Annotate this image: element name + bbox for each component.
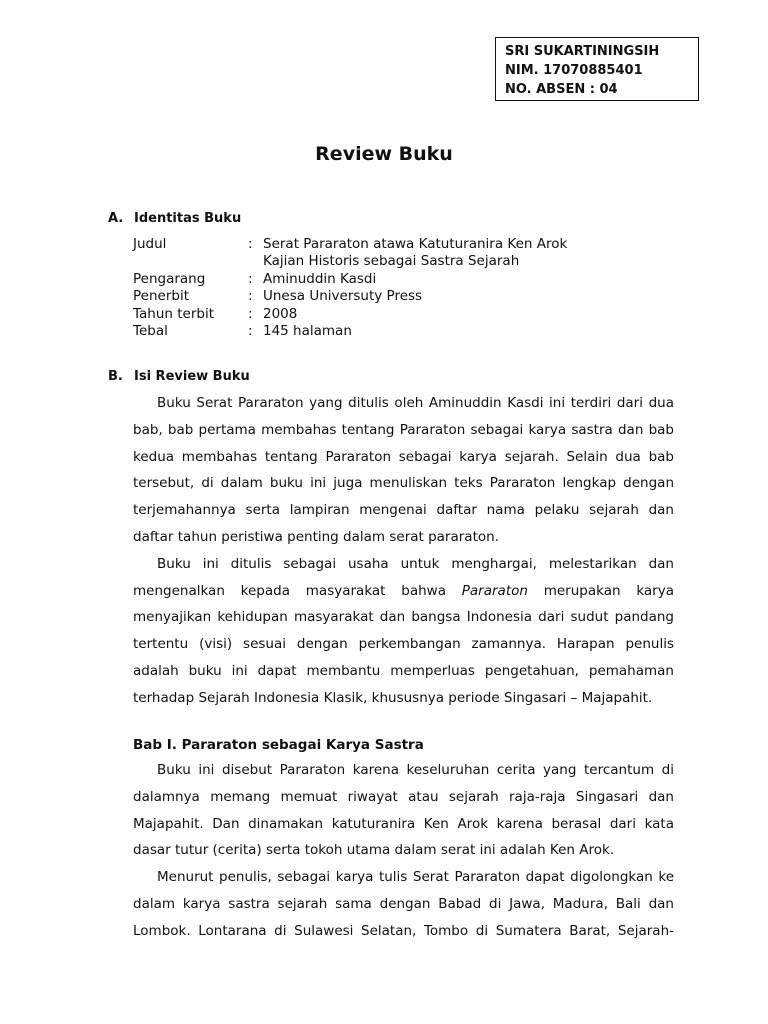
student-absen: NO. ABSEN : 04	[505, 82, 618, 97]
student-name: SRI SUKARTININGSIH	[505, 44, 660, 59]
identity-value: 145 halaman	[263, 323, 352, 340]
identity-label: Tebal	[133, 323, 168, 340]
book-identity-table	[133, 236, 567, 340]
identity-row-tebal	[133, 323, 567, 340]
student-id-box	[495, 37, 699, 101]
identity-colon: :	[248, 236, 253, 252]
identity-row-pengarang	[133, 271, 567, 288]
section-a-letter: A.	[108, 211, 124, 226]
section-a-heading	[108, 210, 241, 228]
identity-value: Aminuddin Kasdi	[263, 270, 377, 287]
section-a-title: Identitas Buku	[134, 211, 242, 226]
page-title: Review Buku	[315, 143, 453, 165]
bab1-body	[133, 757, 674, 945]
identity-label: Penerbit	[133, 288, 189, 305]
identity-colon	[248, 253, 263, 270]
bab1-paragraph-1: Buku ini disebut Pararaton karena keseluruhan cerita yang tercantum di dalamnya memang memuat riwayat atau sejarah raja-raja Singasari dan Majapahit. Dan dinamakan katuturanira Ken Arok karena berasal dari kata dasar tutur (cerita) serta tokoh utama dalam serat ini adalah Ken Arok.	[133, 762, 674, 859]
review-p2-after: merupakan karya menyajikan kehidupan masyarakat dan bangsa Indonesia dari sudut pandang tertentu (visi) sesuai dengan perkembangan zamannya. Harapan penulis adalah buku ini dapat membantu memperluas pengetahuan, pemahaman terhadap Sejarah Indonesia Klasik, khususnya periode Singasari – Majapahit.	[133, 582, 674, 706]
identity-value: Kajian Historis sebagai Sastra Sejarah	[263, 253, 520, 270]
identity-row-judul	[133, 236, 567, 253]
identity-colon: :	[248, 270, 253, 287]
identity-value: Unesa Universuty Press	[263, 288, 423, 305]
identity-value: Serat Pararaton atawa Katuturanira Ken Arok	[263, 236, 568, 252]
bab1-paragraph-2: Menurut penulis, sebagai karya tulis Serat Pararaton dapat digolongkan ke dalam karya sastra sejarah sama dengan Babad di Jawa, Madura, Bali dan Lombok. Lontarana di Sulawesi Selatan, Tombo di Sumatera Barat, Sejarah-	[133, 869, 674, 939]
section-b-title: Isi Review Buku	[134, 369, 250, 384]
identity-row-subtitle	[133, 253, 567, 270]
identity-label: Judul	[133, 236, 167, 252]
review-body	[133, 390, 674, 712]
section-b-letter: B.	[108, 369, 123, 384]
identity-row-tahun	[133, 306, 567, 323]
identity-colon: :	[248, 305, 253, 322]
identity-colon: :	[248, 323, 253, 340]
identity-label: Tahun terbit	[133, 305, 215, 322]
identity-label: Pengarang	[133, 270, 206, 287]
identity-colon: :	[248, 288, 253, 305]
review-paragraph-2	[133, 551, 674, 712]
student-nim: NIM. 17070885401	[505, 63, 643, 78]
identity-value: 2008	[263, 305, 298, 322]
section-b-heading	[108, 368, 250, 386]
review-paragraph-1: Buku Serat Pararaton yang ditulis oleh Aminuddin Kasdi ini terdiri dari dua bab, bab pertama membahas tentang Pararaton sebagai karya sastra dan bab kedua membahas tentang Pararaton sebagai karya sejarah. Selain dua bab tersebut, di dalam buku ini juga menuliskan teks Pararaton lengkap dengan terjemahannya serta lampiran mengenai daftar nama pelaku sejarah dan daftar tahun peristiwa penting dalam serat pararaton.	[133, 395, 674, 545]
identity-label	[133, 253, 248, 270]
review-p2-before: Buku ini ditulis sebagai usaha untuk menghargai, melestarikan dan mengenalkan kepada masyarakat bahwa	[133, 555, 674, 599]
review-p2-italic: Pararaton	[461, 582, 528, 599]
bab1-heading: Bab I. Pararaton sebagai Karya Sastra	[133, 737, 424, 753]
identity-row-penerbit	[133, 288, 567, 305]
